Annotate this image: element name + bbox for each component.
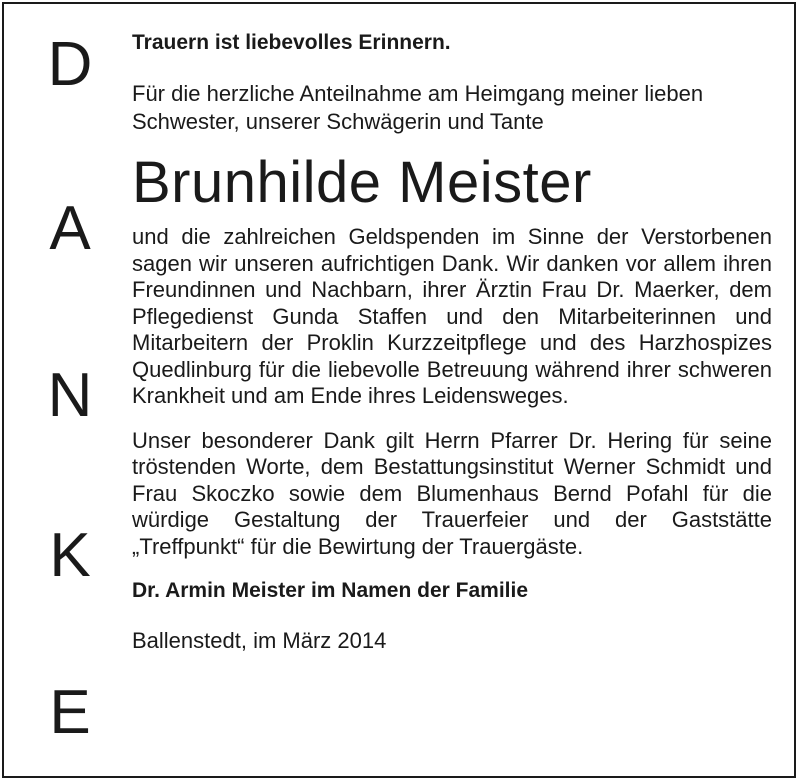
side-letter-e: E bbox=[49, 678, 91, 747]
place-and-date: Ballenstedt, im März 2014 bbox=[132, 628, 387, 653]
motto: Trauern ist liebevolles Erinnern. bbox=[132, 31, 451, 54]
intro-text: Für die herzliche Anteilnahme am Heimgang meiner lieben Schwester, unserer Schwägerin und Tante bbox=[132, 81, 704, 134]
notice-content bbox=[132, 30, 772, 654]
side-letter-k: K bbox=[49, 521, 91, 590]
deceased-name: Brunhilde Meister bbox=[132, 150, 592, 215]
thanks-paragraph-2: Unser besonderer Dank gilt Herrn Pfarrer Dr. Hering für seine tröstenden Worte, dem Bestattungsinstitut Werner Schmidt und Frau Skoczko sowie dem Blumenhaus Bernd Pofahl für die würdige Gestaltung der Trauerfeier und der Gaststätte „Treffpunkt“ für die Bewirtung der Trauergäste. bbox=[132, 427, 772, 559]
thanks-paragraph-1: und die zahlreichen Geldspenden im Sinne der Verstorbenen sagen wir unseren aufrichtigen Dank. Wir danken vor allem ihren Freundinnen und Nachbarn, ihrer Ärztin Frau Dr. Maerker, dem Pflegedienst Gunda Staffen und den Mitarbeiterinnen und Mitarbeitern der Proklin Kurzzeitpflege und des Harzhospizes Quedlinburg für die liebevolle Betreuung während ihrer schweren Krankheit und am Ende ihres Leidensweges. bbox=[132, 224, 772, 408]
side-letter-n: N bbox=[47, 361, 93, 430]
side-letter-d: D bbox=[47, 30, 93, 99]
danke-vertical-word bbox=[30, 20, 110, 760]
side-letter-a: A bbox=[49, 194, 91, 263]
signature: Dr. Armin Meister im Namen der Familie bbox=[132, 579, 529, 602]
